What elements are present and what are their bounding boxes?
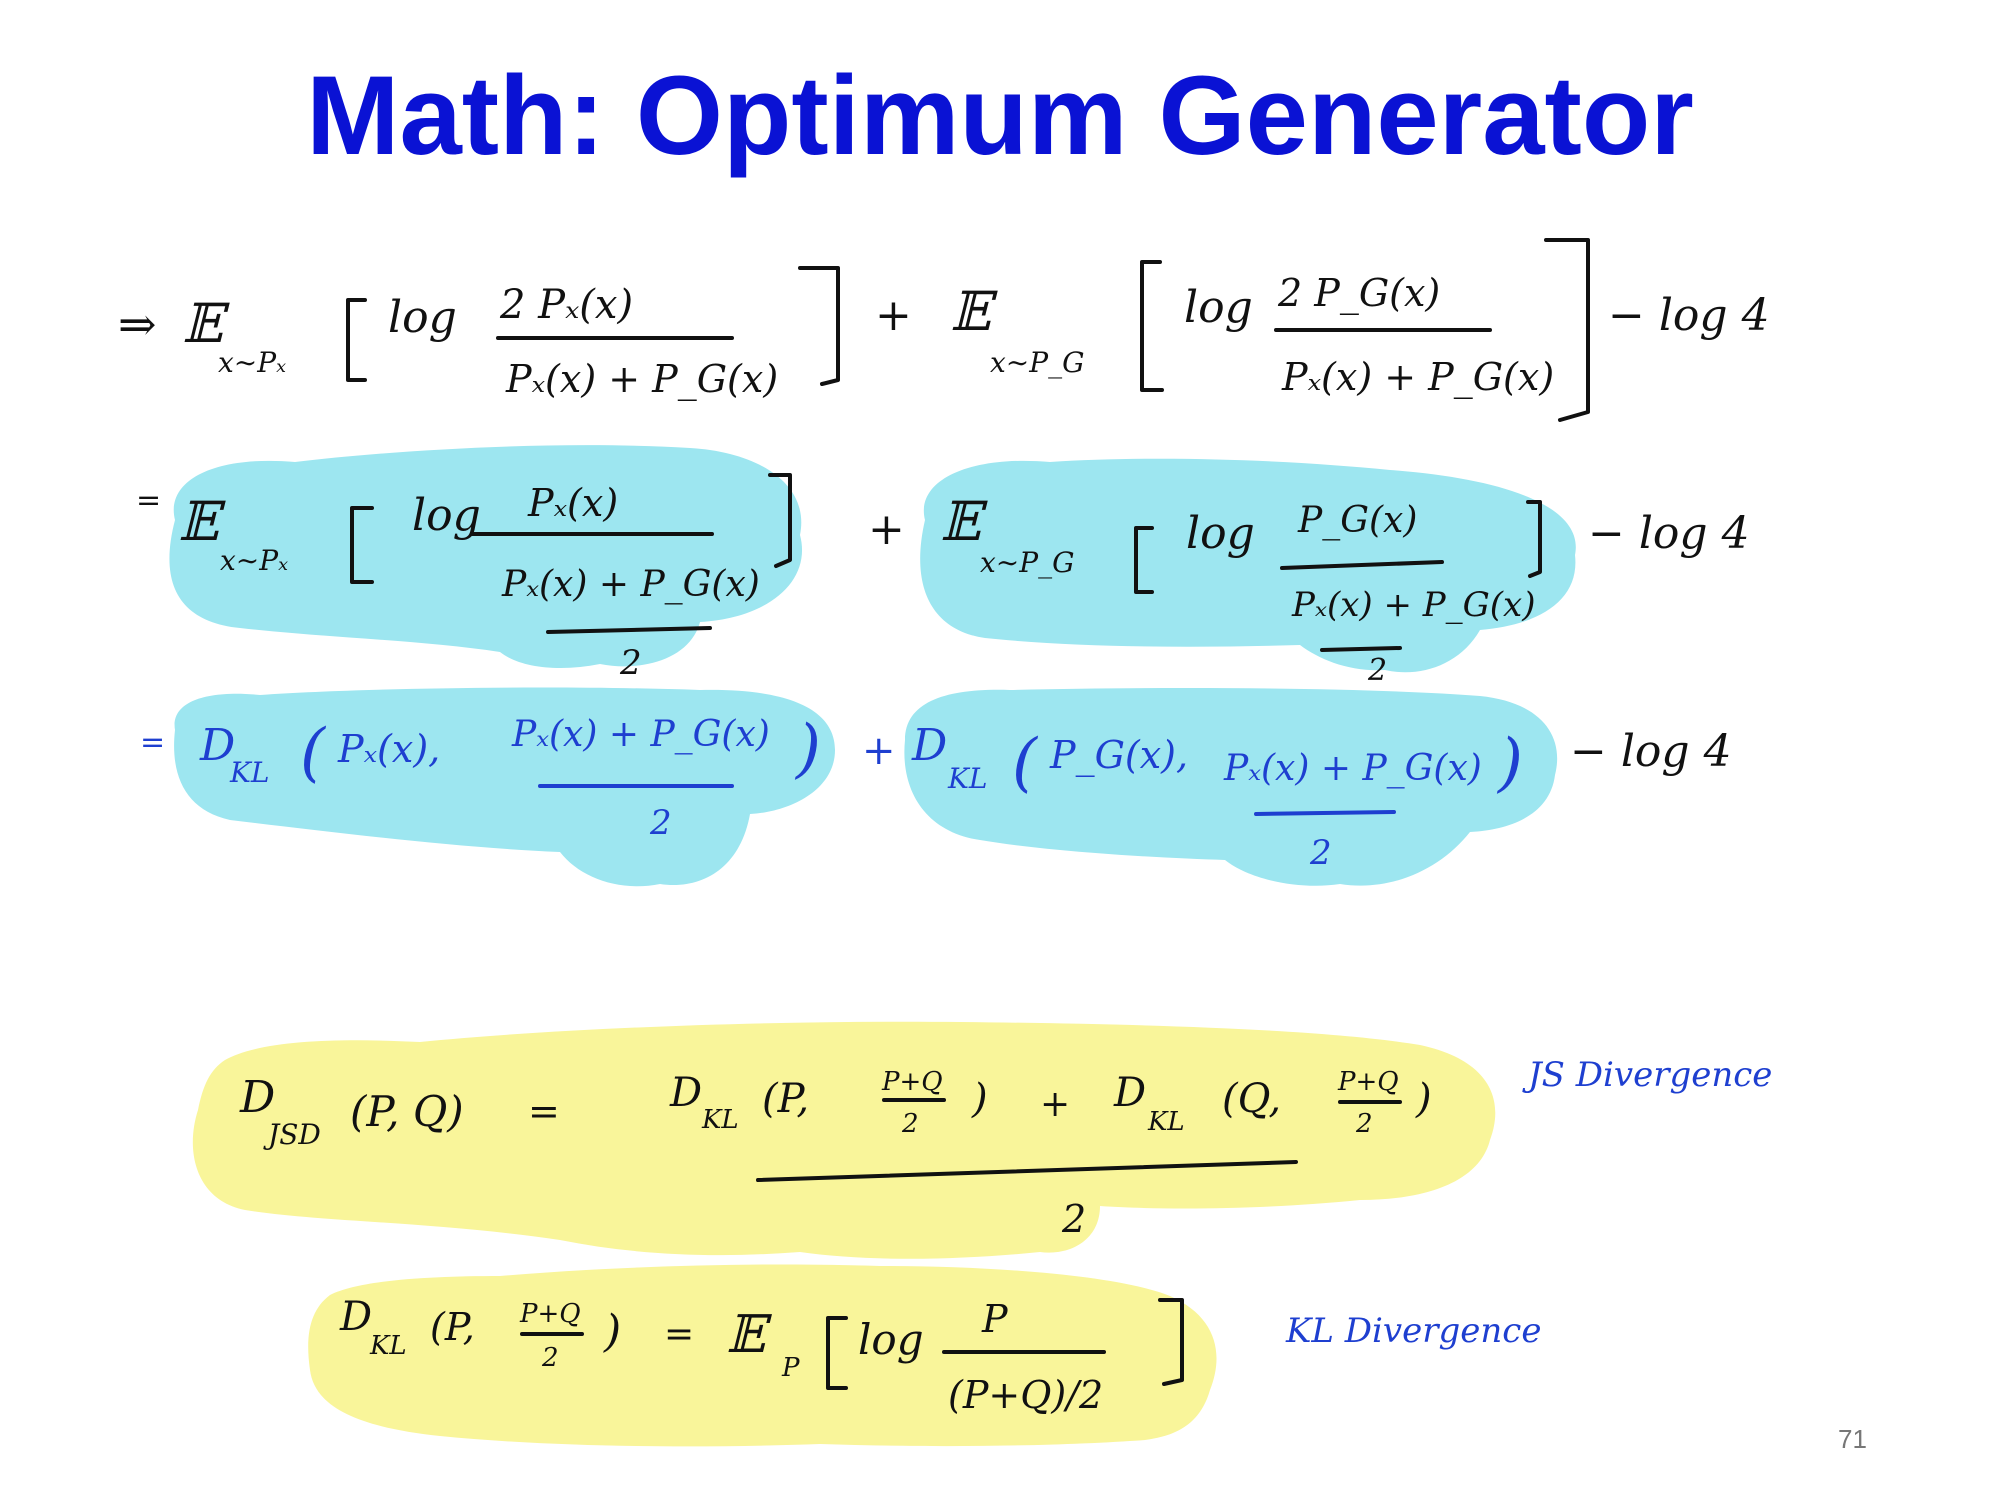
kl-subscript: KL (702, 1105, 739, 1135)
fraction-numerator: Pₓ(x) (528, 481, 619, 525)
kl-divergence-note: KL Divergence (1286, 1311, 1542, 1351)
fraction-numerator: P_G(x) (1298, 500, 1418, 541)
kl-first-argument: P_G(x), (1050, 733, 1189, 777)
equals-sign: = (136, 483, 162, 518)
plus-sign: + (1040, 1084, 1071, 1125)
slide-title: Math: Optimum Generator (306, 53, 1694, 178)
close-paren: ) (972, 1076, 988, 1122)
jsd-subscript: JSD (268, 1118, 321, 1151)
log-label: log (388, 292, 457, 343)
minus-log-4: − log 4 (1570, 726, 1732, 777)
js-divergence-note: JS Divergence (1528, 1055, 1773, 1095)
open-paren: ( (300, 716, 325, 790)
fraction-denominator: Pₓ(x) + P_G(x) (506, 357, 779, 401)
yellow-highlight-jsd (193, 1022, 1495, 1259)
expectation-symbol: 𝔼 (940, 490, 982, 553)
log-label: log (412, 490, 481, 541)
plus-sign: + (875, 290, 912, 341)
mini-fraction-bottom: 2 (542, 1343, 559, 1373)
fraction-denominator-top: Pₓ(x) + P_G(x) (1292, 585, 1536, 625)
fraction-denominator: 2 (1310, 833, 1332, 873)
kl-first-argument: Pₓ(x), (338, 727, 441, 771)
close-paren: ) (1498, 726, 1523, 800)
fraction-denominator: 2 (650, 803, 672, 843)
expectation-symbol: 𝔼 (726, 1305, 766, 1365)
kl-first-argument: (P, (762, 1076, 810, 1122)
log-label: log (1184, 282, 1253, 333)
kl-subscript: KL (948, 762, 988, 795)
plus-sign: + (862, 728, 896, 774)
kl-subscript: KL (370, 1331, 407, 1361)
kl-symbol: D (1114, 1070, 1147, 1116)
fraction-denominator-bottom: 2 (620, 643, 642, 683)
equals-sign: = (140, 725, 166, 760)
log-label: log (858, 1315, 924, 1364)
equals-sign: = (664, 1314, 695, 1355)
jsd-arguments: (P, Q) (350, 1087, 464, 1136)
fraction-numerator: 2 Pₓ(x) (500, 282, 634, 328)
expectation-symbol: 𝔼 (178, 490, 220, 553)
mini-fraction-bottom: 2 (902, 1109, 919, 1139)
kl-first-argument: (P, (430, 1305, 475, 1349)
fraction-numerator: Pₓ(x) + P_G(x) (512, 714, 770, 755)
log-label: log (1186, 508, 1255, 559)
fraction-bar (1256, 812, 1394, 814)
equation-line-1 (118, 240, 1770, 420)
fraction-numerator: 2 P_G(x) (1278, 271, 1441, 315)
expectation-subscript: P (782, 1353, 800, 1383)
fraction-denominator: (P+Q)/2 (948, 1373, 1104, 1417)
mini-fraction-top: P+Q (882, 1067, 943, 1097)
fraction-denominator: Pₓ(x) + P_G(x) (1282, 355, 1555, 399)
yellow-highlights (193, 1022, 1495, 1447)
kl-subscript: KL (230, 756, 270, 789)
page-number: 71 (1838, 1424, 1867, 1454)
kl-subscript: KL (1148, 1107, 1185, 1137)
expectation-symbol: 𝔼 (182, 292, 224, 355)
kl-symbol: D (200, 720, 236, 771)
expectation-symbol: 𝔼 (950, 280, 992, 343)
minus-log-4: − log 4 (1588, 508, 1750, 559)
mini-fraction-top: P+Q (520, 1299, 581, 1329)
equals-sign: = (528, 1089, 560, 1133)
left-bracket (348, 300, 365, 380)
expectation-subscript: x∼P_G (980, 546, 1075, 579)
fraction-denominator-top: Pₓ(x) + P_G(x) (502, 564, 760, 605)
open-paren: ( (1012, 726, 1037, 800)
kl-symbol: D (670, 1070, 703, 1116)
mini-fraction-bottom: 2 (1356, 1109, 1373, 1139)
close-paren: ) (604, 1306, 622, 1357)
expectation-subscript: x∼Pₓ (220, 544, 289, 577)
kl-symbol: D (340, 1294, 373, 1340)
close-paren: ) (1416, 1076, 1432, 1122)
kl-symbol: D (912, 720, 948, 771)
mini-fraction-top: P+Q (1338, 1067, 1399, 1097)
main-fraction-denominator: 2 (1062, 1197, 1087, 1241)
expectation-subscript: x∼Pₓ (218, 346, 287, 379)
fraction-numerator: Pₓ(x) + P_G(x) (1224, 748, 1482, 789)
fraction-bar-inner (1322, 648, 1400, 650)
minus-log-4: − log 4 (1608, 290, 1770, 341)
close-paren: ) (796, 712, 821, 786)
expectation-subscript: x∼P_G (990, 346, 1085, 379)
right-bracket (800, 268, 838, 384)
fraction-numerator: P (982, 1297, 1008, 1341)
fraction-denominator-bottom: 2 (1368, 653, 1388, 688)
jsd-symbol: D (240, 1072, 276, 1123)
plus-sign: + (868, 504, 905, 555)
left-bracket (1142, 262, 1162, 390)
implies-arrow: ⇒ (118, 297, 157, 351)
kl-first-argument: (Q, (1222, 1076, 1282, 1122)
